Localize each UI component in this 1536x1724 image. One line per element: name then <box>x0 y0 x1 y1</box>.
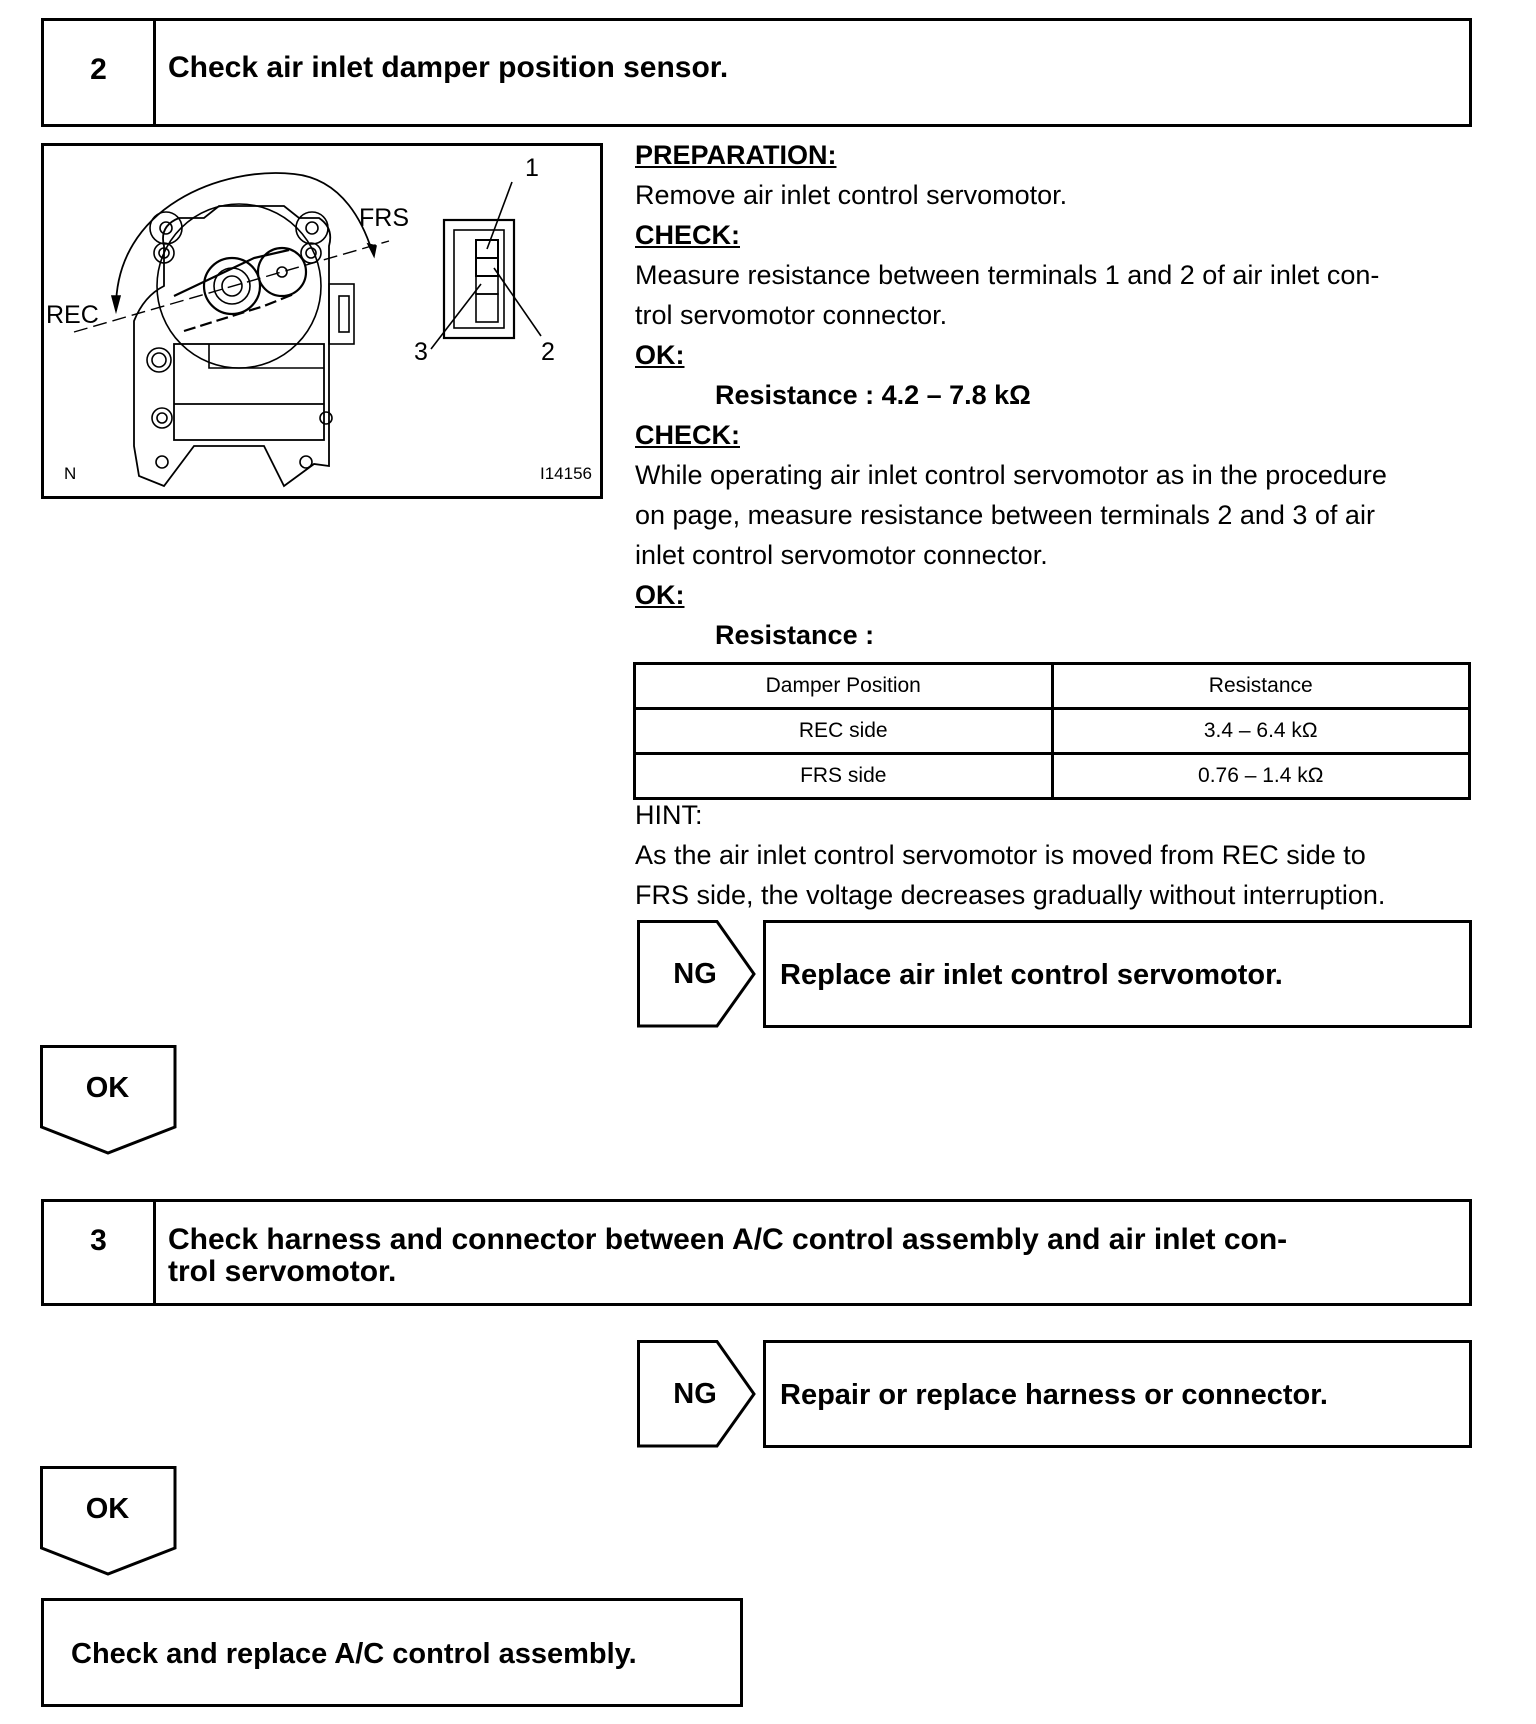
step-number: 3 <box>44 1202 156 1303</box>
check1-text-line2: trol servomotor connector. <box>635 300 948 330</box>
step-title: Check air inlet damper position sensor. <box>168 51 729 84</box>
hint-section <box>635 800 1475 920</box>
final-action-text: Check and replace A/C control assembly. <box>71 1638 637 1670</box>
ok2-spec: Resistance : <box>715 620 875 650</box>
cell-resistance: 3.4 – 6.4 kΩ <box>1052 709 1470 754</box>
hint-text-line2: FRS side, the voltage decreases gradually without interruption. <box>635 880 1386 910</box>
terminal-2-label: 2 <box>541 338 555 366</box>
ng-result-text: Replace air inlet control servomotor. <box>780 959 1283 991</box>
ok1-spec: Resistance : 4.2 – 7.8 kΩ <box>715 380 1031 410</box>
servomotor-diagram <box>44 146 600 496</box>
step-title <box>168 1224 1459 1288</box>
check2-heading: CHECK: <box>635 420 740 450</box>
preparation-heading: PREPARATION: <box>635 140 837 170</box>
step-3-header <box>41 1199 1472 1306</box>
resistance-table <box>633 662 1471 800</box>
table-row <box>635 754 1470 799</box>
cell-position: REC side <box>635 709 1053 754</box>
ng-result-text: Repair or replace harness or connector. <box>780 1379 1328 1411</box>
rec-label: REC <box>46 301 99 329</box>
check1-text-line1: Measure resistance between terminals 1 and 2 of air inlet con- <box>635 260 1380 290</box>
step-2-header <box>41 18 1472 127</box>
hint-heading: HINT: <box>635 800 703 830</box>
header-resistance: Resistance <box>1052 664 1470 709</box>
figure-id: I14156 <box>540 464 592 483</box>
ng-label: NG <box>673 1378 717 1410</box>
step-number: 2 <box>44 21 156 124</box>
ng-result-box <box>763 920 1472 1028</box>
hint-text-line1: As the air inlet control servomotor is moved from REC side to <box>635 840 1366 870</box>
cell-resistance: 0.76 – 1.4 kΩ <box>1052 754 1470 799</box>
ok-label: OK <box>85 1493 130 1525</box>
table-header-row <box>635 664 1470 709</box>
check2-text-line2: on page, measure resistance between terminals 2 and 3 of air <box>635 500 1375 530</box>
check1-heading: CHECK: <box>635 220 740 250</box>
table-row <box>635 709 1470 754</box>
ok-label: OK <box>85 1072 130 1104</box>
ng-label: NG <box>673 958 717 990</box>
corner-mark: N <box>64 464 77 483</box>
terminal-1-label: 1 <box>525 154 539 182</box>
preparation-text: Remove air inlet control servomotor. <box>635 180 1068 210</box>
header-damper-position: Damper Position <box>635 664 1053 709</box>
check2-text-line1: While operating air inlet control servomotor as in the procedure <box>635 460 1387 490</box>
check2-text-line3: inlet control servomotor connector. <box>635 540 1048 570</box>
cell-position: FRS side <box>635 754 1053 799</box>
ok1-heading: OK: <box>635 340 685 370</box>
final-action-box <box>41 1598 743 1707</box>
step-title-line2: trol servomotor. <box>168 1255 397 1288</box>
frs-label: FRS <box>359 204 409 232</box>
ng-result-box <box>763 1340 1472 1448</box>
ok2-heading: OK: <box>635 580 685 610</box>
step-title-line1: Check harness and connector between A/C control assembly and air inlet con- <box>168 1223 1288 1256</box>
servomotor-figure <box>41 143 603 499</box>
procedure-text <box>635 140 1475 660</box>
terminal-3-label: 3 <box>414 338 428 366</box>
